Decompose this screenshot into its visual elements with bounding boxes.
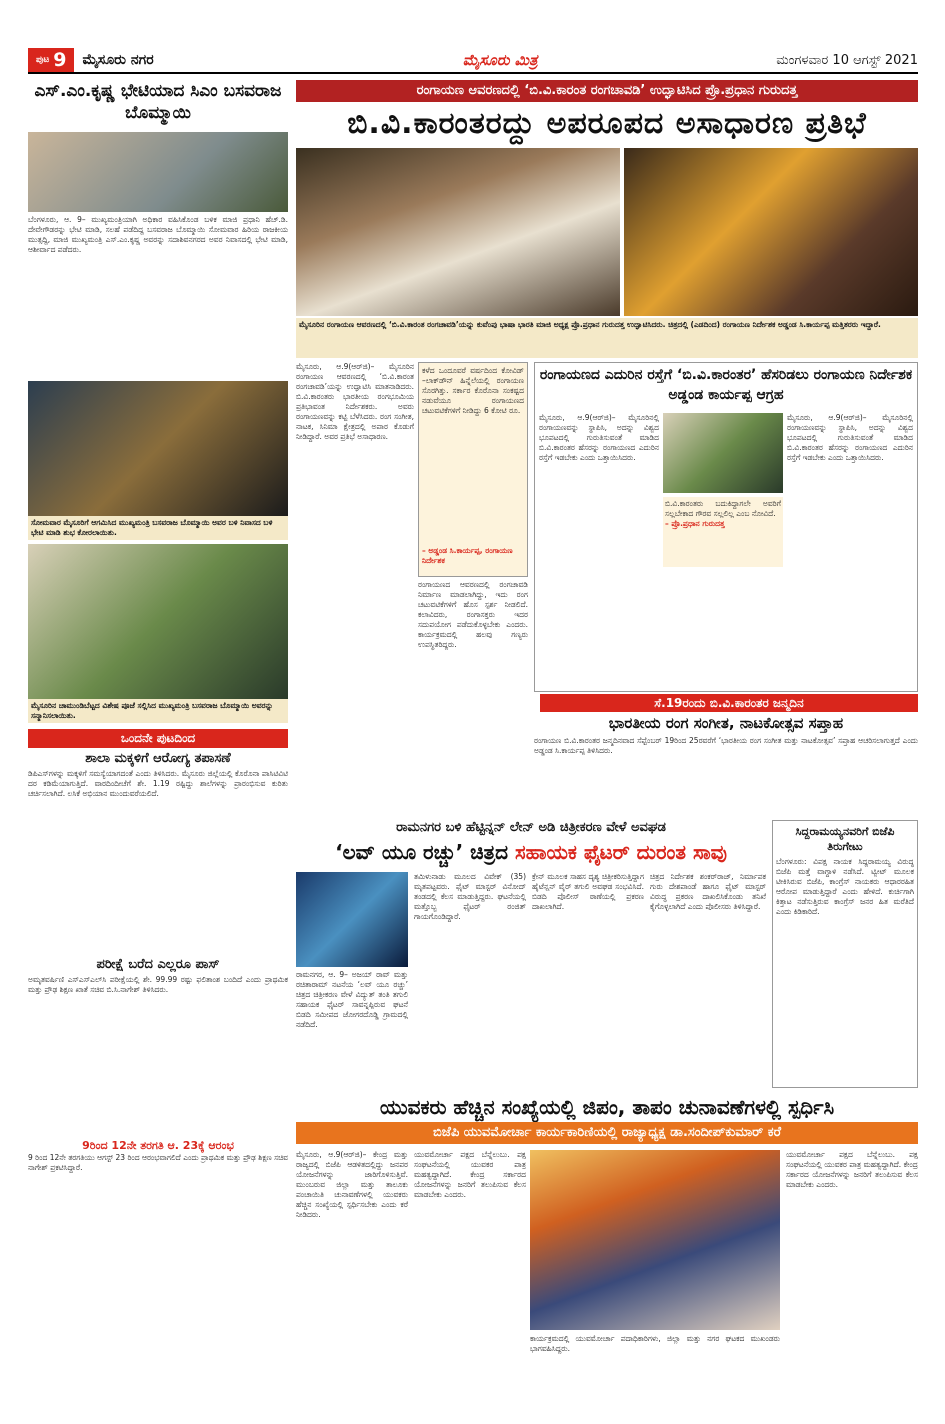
page-number-box xyxy=(28,48,74,72)
photo-victim xyxy=(296,872,408,967)
page-label: ಪುಟ xyxy=(36,55,50,65)
tag-first-page: ಒಂದನೇ ಪುಟದಿಂದ xyxy=(28,729,288,748)
bottom-body-1: ಮೈಸೂರು, ಆ.9(ಆರ್‌ಜಿ)– ಕೇಂದ್ರ ಮತ್ತು ರಾಜ್ಯದಲ್ಲಿ ಬಿಜೆಪಿ ಆಡಳಿತದಲ್ಲಿದ್ದು ಜನಪರ ಯೋಜನೆಗಳನ್ನು ಜಾರಿಗೊಳಿಸುತ್ತಿವೆ. ಮುಂಬರುವ ಜಿಲ್ಲಾ ಮತ್ತು ತಾಲೂಕು ಪಂಚಾಯಿತಿ ಚುನಾವಣೆಗಳಲ್ಲಿ ಯುವಕರು ಹೆಚ್ಚಿನ ಸಂಖ್ಯೆಯಲ್ಲಿ ಸ್ಪರ್ಧಿಸಬೇಕು ಎಂದು ಕರೆ ನೀಡಿದರು. xyxy=(296,1150,408,1219)
accident-headline-black: ‘ಲವ್ ಯೂ ರಚ್ಚು’ ಚಿತ್ರದ xyxy=(335,840,508,864)
photo-rangayana-shed xyxy=(663,413,783,493)
bottom-body-4: ಯುವಮೋರ್ಚಾ ಪಕ್ಷದ ಬೆನ್ನೆಲುಬು. ಪಕ್ಷ ಸಂಘಟನೆಯಲ್ಲಿ ಯುವಕರ ಪಾತ್ರ ಮಹತ್ವದ್ದಾಗಿದೆ. ಕೇಂದ್ರ ಸರ್ಕಾರದ ಯೋಜನೆಗಳನ್ನು ಜನರಿಗೆ ತಲುಪಿಸುವ ಕೆಲಸ ಮಾಡಬೇಕು ಎಂದರು. xyxy=(786,1150,918,1189)
quote-text: ಕಳೆದ ಒಂದೂವರೆ ವರ್ಷದಿಂದ ಕೋವಿಡ್ –ಲಾಕ್‌ಡೌನ್ ಹಿನ್ನೆಲೆಯಲ್ಲಿ ರಂಗಾಯಣ ಸೊರಗಿತ್ತು. ಸರ್ಕಾರ ಕೊರೊನಾ ಸಂಕಷ್ಟದ ನಡುವೆಯೂ ರಂಗಾಯಣದ ಚಟುವಟಿಕೆಗಳಿಗೆ ನೀಡಿದ್ದು 6 ಕೋಟಿ ರೂ. xyxy=(422,366,524,415)
road-quote: ಬಿ.ವಿ.ಕಾರಂತರು ಬದುಕಿದ್ದಾಗಲೇ ಅವರಿಗೆ ಸಲ್ಲಬೇಕಾದ ಗೌರವ ಸಲ್ಲಲಿಲ್ಲ ಎಂಬ ನೋವಿದೆ. xyxy=(665,499,781,518)
accident-body-2: ತಮಿಳುನಾಡು ಮೂಲದ ವಿವೇಕ್ (35) ಮೃತಪಟ್ಟವರು. ಫೈಟ್ ಮಾಸ್ಟರ್ ವಿನೋದ್ ತಂಡದಲ್ಲಿ ಕೆಲಸ ಮಾಡುತ್ತಿದ್ದರು. ಘಟನೆಯಲ್ಲಿ ಮತ್ತೊಬ್ಬ ಫೈಟರ್ ರಂಜಿತ್ ಗಾಯಗೊಂಡಿದ್ದಾರೆ. xyxy=(414,872,526,921)
fest-strap: ಸೆ.19ರಂದು ಬಿ.ವಿ.ಕಾರಂತರ ಜನ್ಮದಿನ xyxy=(540,694,918,712)
photo-stage-performance xyxy=(624,148,918,316)
road-story xyxy=(534,362,918,692)
accident-body-4: ಚಿತ್ರದ ನಿರ್ದೇಶಕ ಶಂಕರ್‌ರಾಜ್, ನಿರ್ಮಾಪಕ ಗುರು ದೇಶಪಾಂಡೆ ಹಾಗೂ ಫೈಟ್ ಮಾಸ್ಟರ್ ವಿರುದ್ಧ ಪ್ರಕರಣ ದಾಖಲಿಸಿಕೊಂಡು ತನಿಖೆ ಕೈಗೊಳ್ಳಲಾಗಿದೆ ಎಂದು ಪೊಲೀಸರು ತಿಳಿಸಿದ್ದಾರೆ. xyxy=(650,872,766,911)
quote-box xyxy=(418,362,528,577)
bottom-strap: ಬಿಜೆಪಿ ಯುವಮೋರ್ಚಾ ಕಾರ್ಯಕಾರಿಣಿಯಲ್ಲಿ ರಾಜ್ಯಾಧ್ಯಕ್ಷ ಡಾ.ಸಂದೀಪ್‌ಕುಮಾರ್ ಕರೆ xyxy=(296,1122,918,1144)
fest-headline: ಭಾರತೀಯ ರಂಗ ಸಂಗೀತ, ನಾಟಕೋತ್ಸವ ಸಪ್ತಾಹ xyxy=(608,714,844,732)
bottom-headline: ಯುವಕರು ಹೆಚ್ಚಿನ ಸಂಖ್ಯೆಯಲ್ಲಿ ಜಿಪಂ, ತಾಪಂ ಚುನಾವಣೆಗಳಲ್ಲಿ ಸ್ಪರ್ಧಿಸಿ xyxy=(379,1095,835,1119)
accident-body-3: ಕ್ರೇನ್ ಮೂಲಕ ಸಾಹಸ ದೃಶ್ಯ ಚಿತ್ರೀಕರಿಸುತ್ತಿದ್ದಾಗ ಹೈಟೆನ್ಷನ್ ವೈರ್ ತಗುಲಿ ಅವಘಡ ಸಂಭವಿಸಿದೆ. ಬಿಡದಿ ಪೊಲೀಸ್ ಠಾಣೆಯಲ್ಲಿ ಪ್ರಕರಣ ದಾಖಲಾಗಿದೆ. xyxy=(532,872,644,911)
bottom-body-3: ಕಾರ್ಯಕ್ರಮದಲ್ಲಿ ಯುವಮೋರ್ಚಾ ಪದಾಧಿಕಾರಿಗಳು, ಜಿಲ್ಲಾ ಮತ್ತು ನಗರ ಘಟಕದ ಮುಖಂಡರು ಭಾಗವಹಿಸಿದ್ದರು. xyxy=(530,1334,780,1353)
top-headline: ಬಿ.ವಿ.ಕಾರಂತರದ್ದು ಅಪರೂಪದ ಅಸಾಧಾರಣ ಪ್ರತಿಭೆ xyxy=(347,106,867,141)
page-number: 9 xyxy=(53,49,67,71)
photo-cm-greeting xyxy=(28,381,288,516)
story4-headline: 9ರಿಂದ 12ನೇ ತರಗತಿ ಆ. 23ಕ್ಕೆ ಆರಂಭ xyxy=(82,1139,234,1152)
accident-kicker: ರಾಮನಗರ ಬಳಿ ಹೆಟ್ಟಿನ್ನನ್ ಲೇನ್ ಅಡಿ ಚಿತ್ರೀಕರಣ ವೇಳೆ ಅವಘಡ xyxy=(396,820,666,835)
accident-headline xyxy=(296,840,766,864)
top-story-col2: ರಂಗಾಯಣದ ಆವರಣದಲ್ಲಿ ರಂಗಚಾವಡಿ ನಿರ್ಮಾಣ ಮಾಡಲಾಗಿದ್ದು, ಇದು ರಂಗ ಚಟುವಟಿಕೆಗಳಿಗೆ ಹೊಸ ಸ್ಪರ್ಶ ನೀಡಲಿದೆ. ಕಲಾವಿದರು, ರಂಗಾಸಕ್ತರು ಇದರ ಸದುಪಯೋಗ ಪಡೆದುಕೊಳ್ಳಬೇಕು ಎಂದರು. ಕಾರ್ಯಕ್ರಮದಲ್ಲಿ ಹಲವು ಗಣ್ಯರು ಉಪಸ್ಥಿತರಿದ್ದರು. xyxy=(418,580,528,649)
caption-cm-felicitation: ಮೈಸೂರಿನ ಚಾಮುಂಡಿಬೆಟ್ಟದ ವಿಶೇಷ ಪೂಜೆ ಸಲ್ಲಿಸಿದ ಮುಖ್ಯಮಂತ್ರಿ ಬಸವರಾಜ ಬೊಮ್ಮಾಯಿ ಅವರನ್ನು ಸನ್ಮಾನಿಸಲಾಯಿತು. xyxy=(28,699,288,723)
road-quote-author: – ಪ್ರೊ.ಪ್ರಧಾನ ಗುರುದತ್ತ xyxy=(665,519,725,528)
caption-cm-greeting: ಸೋಮವಾರ ಮೈಸೂರಿಗೆ ಆಗಮಿಸಿದ ಮುಖ್ಯಮಂತ್ರಿ ಬಸವರಾಜ ಬೊಮ್ಮಾಯಿ ಅವರ ಬಳಿ ನಿವಾಸದ ಬಳಿ ಭೇಟಿ ಮಾಡಿ ಶುಭ ಕೋರಲಾಯಿತು. xyxy=(28,516,288,540)
story2-body: ಡಿಪಿಎಸ್‌ಗಳನ್ನು ಮಕ್ಕಳಿಗೆ ಸಮಸ್ಯೆಯಾಗದಂತೆ ಎಂದು ತಿಳಿಸಿದರು. ಮೈಸೂರು ಜಿಲ್ಲೆಯಲ್ಲಿ ಕೊರೊನಾ ಪಾಸಿಟಿವಿಟಿ ದರ ಕಡಿಮೆಯಾಗುತ್ತಿದೆ. ವಾರದಿಂದೀಚೆಗೆ ಶೇ. 1.19 ರಷ್ಟಿದ್ದು ಶಾಲೆಗಳನ್ನು ಪ್ರಾರಂಭಿಸುವ ಕುರಿತು ಚರ್ಚಿಸಲಾಗಿದೆ. ಲಸಿಕೆ ಅಭಿಯಾನ ಮುಂದುವರೆಯಲಿದೆ. xyxy=(28,769,288,798)
quote-author: – ಅಡ್ಡಂಡ ಸಿ.ಕಾರ್ಯಪ್ಪ, ರಂಗಾಯಣ ನಿರ್ದೇಶಕ xyxy=(422,546,513,565)
accident-body-1: ರಾಮನಗರ, ಆ. 9– ಅಜಯ್ ರಾವ್ ಮತ್ತು ರಚಿತಾರಾಮ್ ನಟನೆಯ ‘ಲವ್ ಯೂ ರಚ್ಚು’ ಚಿತ್ರದ ಚಿತ್ರೀಕರಣ ವೇಳೆ ವಿದ್ಯುತ್ ತಂತಿ ತಗುಲಿ ಸಹಾಯಕ ಫೈಟರ್ ಸಾವನ್ನಪ್ಪಿರುವ ಘಟನೆ ಬಿಡದಿ ಸಮೀಪದ ಜೋಗರದೊಡ್ಡಿ ಗ್ರಾಮದಲ್ಲಿ ನಡೆದಿದೆ. xyxy=(296,970,408,1029)
paper-name: ಮೈಸೂರು ಮಿತ್ರ xyxy=(462,51,538,69)
top-caption: ಮೈಸೂರಿನ ರಂಗಾಯಣ ಆವರಣದಲ್ಲಿ ‘ಬಿ.ವಿ.ಕಾರಂತ ರಂಗಚಾವಡಿ’ಯನ್ನು ಕುವೆಂಪು ಭಾಷಾ ಭಾರತಿ ಮಾಜಿ ಅಧ್ಯಕ್ಷ ಪ್ರೊ.ಪ್ರಧಾನ ಗುರುದತ್ತ ಉದ್ಘಾಟಿಸಿದರು. ಚಿತ್ರದಲ್ಲಿ (ಎಡದಿಂದ) ರಂಗಾಯಣ ನಿರ್ದೇಶಕ ಅಡ್ಡಂಡ ಸಿ.ಕಾರ್ಯಪ್ಪ ಮತ್ತಿತರರು ಇದ್ದಾರೆ. xyxy=(296,318,918,358)
siddu-headline: ಸಿದ್ದರಾಮಯ್ಯನವರಿಗೆ ಬಿಜೆಪಿ ತಿರುಗೇಟು xyxy=(795,825,895,853)
photo-yuva-morcha xyxy=(530,1150,780,1330)
left-column xyxy=(28,80,288,1173)
story1-body: ಬೆಂಗಳೂರು, ಆ. 9– ಮುಖ್ಯಮಂತ್ರಿಯಾಗಿ ಅಧಿಕಾರ ವಹಿಸಿಕೊಂಡ ಬಳಿಕ ಮಾಜಿ ಪ್ರಧಾನಿ ಹೆಚ್.ಡಿ. ದೇವೇಗೌಡರನ್ನು ಭೇಟಿ ಮಾಡಿ, ಸಲಹೆ ಪಡೆದಿದ್ದ ಬಸವರಾಜ ಬೊಮ್ಮಾಯಿ ಸೋಮವಾರ ಹಿರಿಯ ರಾಜಕೀಯ ಮುತ್ಸದ್ದಿ, ಮಾಜಿ ಮುಖ್ಯಮಂತ್ರಿ ಎಸ್.ಎಂ.ಕೃಷ್ಣ ಅವರನ್ನು ಸದಾಶಿವನಗರದ ಅವರ ನಿವಾಸದಲ್ಲಿ ಭೇಟಿ ಮಾಡಿ, ಆಶೀರ್ವಾದ ಪಡೆದರು. xyxy=(28,215,288,254)
masthead xyxy=(28,48,918,74)
story2-headline: ಶಾಲಾ ಮಕ್ಕಳಿಗೆ ಆರೋಗ್ಯ ತಪಾಸಣೆ xyxy=(85,751,231,766)
fest-body: ರಂಗಾಯಣ ಬಿ.ವಿ.ಕಾರಂತರ ಜನ್ಮದಿನವಾದ ಸೆಪ್ಟೆಂಬರ್ 19ರಿಂದ 25ರವರೆಗೆ ‘ಭಾರತೀಯ ರಂಗ ಸಂಗೀತ ಮತ್ತು ನಾಟಕೋತ್ಸವ’ ಸಪ್ತಾಹ ಆಚರಿಸಲಾಗುತ್ತದೆ ಎಂದು ಅಡ್ಡಂಡ ಸಿ.ಕಾರ್ಯಪ್ಪ ತಿಳಿಸಿದರು. xyxy=(534,736,918,755)
issue-date: ಮಂಗಳವಾರ 10 ಆಗಸ್ಟ್ 2021 xyxy=(776,52,918,68)
road-body: ಮೈಸೂರು, ಆ.9(ಆರ್‌ಜಿ)– ಮೈಸೂರಿನಲ್ಲಿ ರಂಗಾಯಣವನ್ನು ಸ್ಥಾಪಿಸಿ, ಅದನ್ನು ವಿಶ್ವದ ಭೂಪಟದಲ್ಲಿ ಗುರುತಿಸುವಂತೆ ಮಾಡಿದ ಬಿ.ವಿ.ಕಾರಂತರ ಹೆಸರನ್ನು ರಂಗಾಯಣದ ಎದುರಿನ ರಸ್ತೆಗೆ ಇಡಬೇಕು ಎಂದು ಒತ್ತಾಯಿಸಿದರು. xyxy=(539,413,659,462)
road-body-cont: ಮೈಸೂರು, ಆ.9(ಆರ್‌ಜಿ)– ಮೈಸೂರಿನಲ್ಲಿ ರಂಗಾಯಣವನ್ನು ಸ್ಥಾಪಿಸಿ, ಅದನ್ನು ವಿಶ್ವದ ಭೂಪಟದಲ್ಲಿ ಗುರುತಿಸುವಂತೆ ಮಾಡಿದ ಬಿ.ವಿ.ಕಾರಂತರ ಹೆಸರನ್ನು ರಂಗಾಯಣದ ಎದುರಿನ ರಸ್ತೆಗೆ ಇಡಬೇಕು ಎಂದು ಒತ್ತಾಯಿಸಿದರು. xyxy=(787,413,913,462)
accident-headline-red: ಸಹಾಯಕ ಫೈಟರ್ ದುರಂತ ಸಾವು xyxy=(514,840,727,864)
story4-body: 9 ರಿಂದ 12ನೇ ತರಗತಿಯು ಆಗಸ್ಟ್ 23 ರಿಂದ ಆರಂಭವಾಗಲಿದೆ ಎಂದು ಪ್ರಾಥಮಿಕ ಮತ್ತು ಪ್ರೌಢ ಶಿಕ್ಷಣ ಸಚಿವ ನಾಗೇಶ್ ಪ್ರಕಟಿಸಿದ್ದಾರೆ. xyxy=(28,1153,288,1172)
story1-headline: ಎಸ್.ಎಂ.ಕೃಷ್ಣ ಭೇಟಿಯಾದ ಸಿಎಂ ಬಸವರಾಜ ಬೊಮ್ಮಾಯಿ xyxy=(34,81,282,123)
photo-cm-felicitation xyxy=(28,544,288,699)
road-headline: ರಂಗಾಯಣದ ಎದುರಿನ ರಸ್ತೆಗೆ ‘ಬಿ.ವಿ.ಕಾರಂತರ’ ಹೆಸರಿಡಲು ರಂಗಾಯಣ ನಿರ್ದೇಶಕ ಅಡ್ಡಂಡ ಕಾರ್ಯಪ್ಪ ಆಗ್ರಹ xyxy=(539,367,913,403)
story3-body: ಅಮೃತವರ್ಷಿಣಿ ಎಸ್‌ಎಸ್‌ಎಲ್‌ಸಿ ಪರೀಕ್ಷೆಯಲ್ಲಿ ಶೇ. 99.99 ರಷ್ಟು ಫಲಿತಾಂಶ ಬಂದಿದೆ ಎಂದು ಪ್ರಾಥಮಿಕ ಮತ್ತು ಪ್ರೌಢ ಶಿಕ್ಷಣ ಖಾತೆ ಸಚಿವ ಬಿ.ಸಿ.ನಾಗೇಶ್ ತಿಳಿಸಿದರು. xyxy=(28,975,288,994)
siddu-body: ಬೆಂಗಳೂರು: ವಿಪಕ್ಷ ನಾಯಕ ಸಿದ್ದರಾಮಯ್ಯ ವಿರುದ್ಧ ಬಿಜೆಪಿ ಮತ್ತೆ ವಾಗ್ದಾಳಿ ನಡೆಸಿದೆ. ಟ್ವೀಟ್ ಮೂಲಕ ಟೀಕಿಸಿರುವ ಬಿಜೆಪಿ, ಕಾಂಗ್ರೆಸ್ ನಾಯಕರು ಆಧಾರರಹಿತ ಆರೋಪ ಮಾಡುತ್ತಿದ್ದಾರೆ ಎಂದು ಹೇಳಿದೆ. ಕುರ್ಚಿಗಾಗಿ ಕಿತ್ತಾಟ ನಡೆಸುತ್ತಿರುವ ಕಾಂಗ್ರೆಸ್ ಜನರ ಹಿತ ಮರೆತಿದೆ ಎಂದು ಕಿಡಿಕಾರಿದೆ. xyxy=(776,857,914,916)
section-name: ಮೈಸೂರು ನಗರ xyxy=(82,52,154,68)
road-quote-box xyxy=(663,497,783,567)
top-strap: ರಂಗಾಯಣ ಆವರಣದಲ್ಲಿ ‘ಬಿ.ವಿ.ಕಾರಂತ ರಂಗಚಾವಡಿ’ ಉದ್ಘಾಟಿಸಿದ ಪ್ರೊ.ಪ್ರಧಾನ ಗುರುದತ್ತ xyxy=(296,80,918,102)
photo-inauguration xyxy=(296,148,620,316)
top-story-col1: ಮೈಸೂರು, ಆ.9(ಆರ್‌ಜಿ)– ಮೈಸೂರಿನ ರಂಗಾಯಣ ಆವರಣದಲ್ಲಿ ‘ಬಿ.ವಿ.ಕಾರಂತ ರಂಗಚಾವಡಿ’ಯನ್ನು ಉದ್ಘಾಟಿಸಿ ಮಾತನಾಡಿದರು. ಬಿ.ವಿ.ಕಾರಂತರು ಭಾರತೀಯ ರಂಗಭೂಮಿಯ ಪ್ರತಿಭಾವಂತ ನಿರ್ದೇಶಕರು. ಅವರು ರಂಗಾಯಣವನ್ನು ಕಟ್ಟಿ ಬೆಳೆಸಿದರು. ರಂಗ ಸಂಗೀತ, ನಾಟಕ, ಸಿನಿಮಾ ಕ್ಷೇತ್ರದಲ್ಲಿ ಅಪಾರ ಕೊಡುಗೆ ನೀಡಿದ್ದಾರೆ. ಅವರ ಪ್ರತಿಭೆ ಅಸಾಧಾರಣ. xyxy=(296,362,414,441)
bottom-body-2: ಯುವಮೋರ್ಚಾ ಪಕ್ಷದ ಬೆನ್ನೆಲುಬು. ಪಕ್ಷ ಸಂಘಟನೆಯಲ್ಲಿ ಯುವಕರ ಪಾತ್ರ ಮಹತ್ವದ್ದಾಗಿದೆ. ಕೇಂದ್ರ ಸರ್ಕಾರದ ಯೋಜನೆಗಳನ್ನು ಜನರಿಗೆ ತಲುಪಿಸುವ ಕೆಲಸ ಮಾಡಬೇಕು ಎಂದರು. xyxy=(414,1150,526,1199)
siddu-story xyxy=(772,820,918,1088)
story3-headline: ಪರೀಕ್ಷೆ ಬರೆದ ಎಲ್ಲರೂ ಪಾಸ್ xyxy=(96,957,220,972)
photo-cm-meets-smk xyxy=(28,132,288,212)
